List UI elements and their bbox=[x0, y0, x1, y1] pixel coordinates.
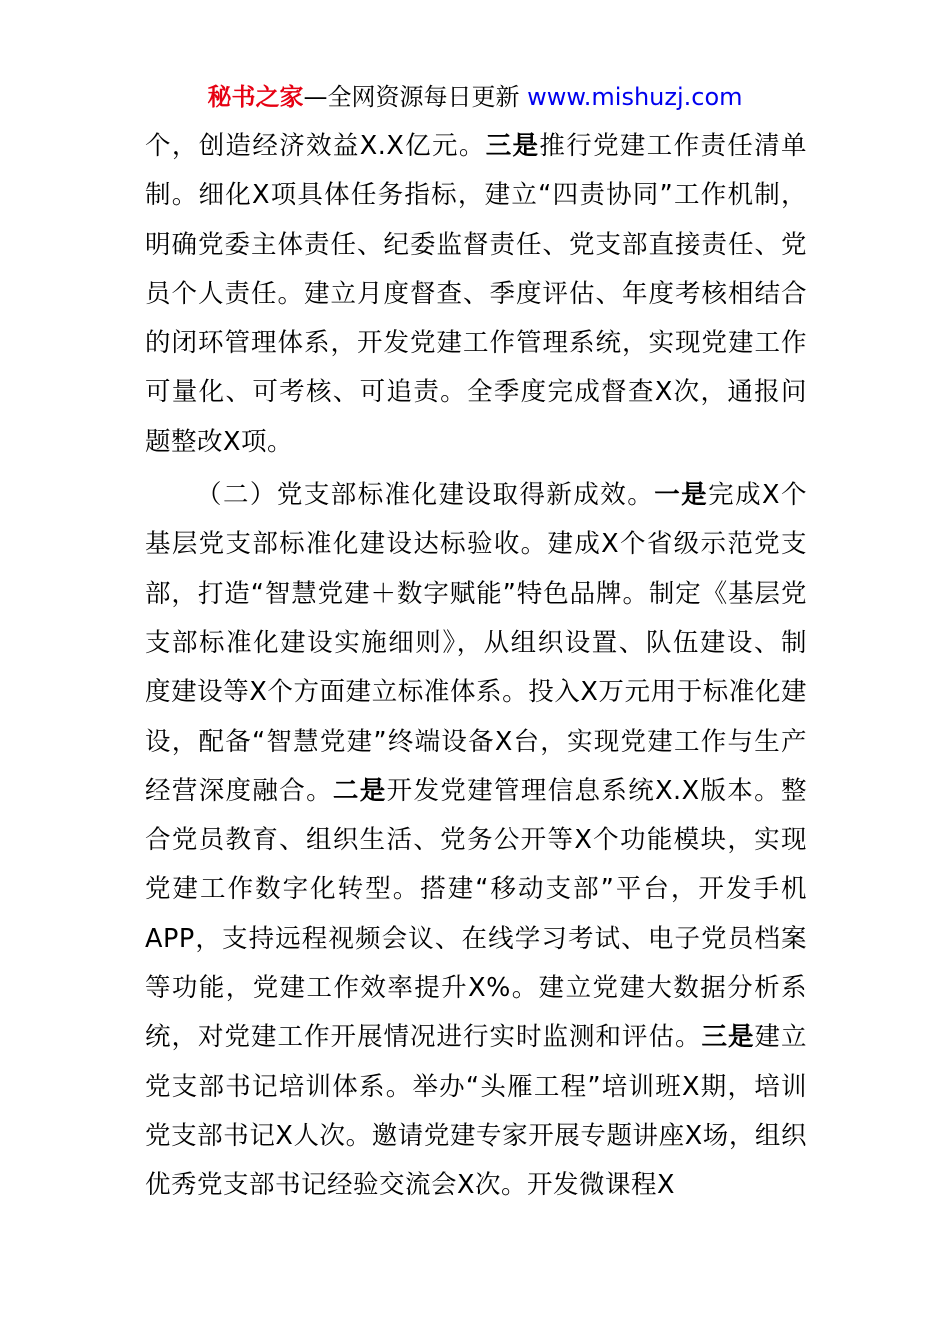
paragraph-2-keyword: 一是 bbox=[654, 480, 709, 511]
paragraph-1-keyword: 三是 bbox=[485, 131, 540, 161]
site-brand: 秘书之家 bbox=[207, 83, 304, 111]
paragraph-1-text: 推行党建工作责任清单制。细化X项具体任务指标，建立“四责协同”工作机制，明确党委主体责任、纪委监督责任、党支部直接责任、党员个人责任。建立月度督查、季度评估、年度考核相结合的闭环管理体系，开发党建工作管理系统，实现党建工作可量化、可考核、可追责。全季度完成督查X次，通报问题整改X项。 bbox=[145, 131, 807, 457]
paragraph-2 bbox=[145, 471, 807, 1210]
paragraph-2-text: 开发党建管理信息系统X.X版本。整合党员教育、组织生活、党务公开等X个功能模块，实现党建工作数字化转型。搭建“移动支部”平台，开发手机APP，支持远程视频会议、在线学习考试、电子党员档案等功能，党建工作效率提升X%。建立党建大数据分析系统，对党建工作开展情况进行实时监测和评估。 bbox=[145, 775, 807, 1053]
paragraph-1 bbox=[145, 122, 807, 467]
site-slogan: —全网资源每日更新 bbox=[303, 83, 528, 111]
paragraph-2-keyword: 三是 bbox=[701, 1022, 755, 1053]
document-body bbox=[145, 122, 807, 1211]
page-header bbox=[0, 80, 950, 114]
paragraph-2-keyword: 二是 bbox=[332, 775, 387, 806]
paragraph-2-text: 完成X个基层党支部标准化建设达标验收。建成X个省级示范党支部，打造“智慧党建＋数字赋能”特色品牌。制定《基层党支部标准化建设实施细则》，从组织设置、队伍建设、制度建设等X个方面建立标准体系。投入X万元用于标准化建设，配备“智慧党建”终端设备X台，实现党建工作与生产经营深度融合。 bbox=[145, 480, 807, 806]
paragraph-1-text: 个，创造经济效益X.X亿元。 bbox=[145, 131, 486, 161]
paragraph-2-text: 建立党支部书记培训体系。举办“头雁工程”培训班X期，培训党支部书记X人次。邀请党建专家开展专题讲座X场，组织优秀党支部书记经验交流会X次。开发微课程X bbox=[145, 1022, 807, 1201]
paragraph-2-heading: （二）党支部标准化建设取得新成效。 bbox=[196, 480, 655, 511]
site-url[interactable]: www.mishuzj.com bbox=[527, 83, 743, 111]
